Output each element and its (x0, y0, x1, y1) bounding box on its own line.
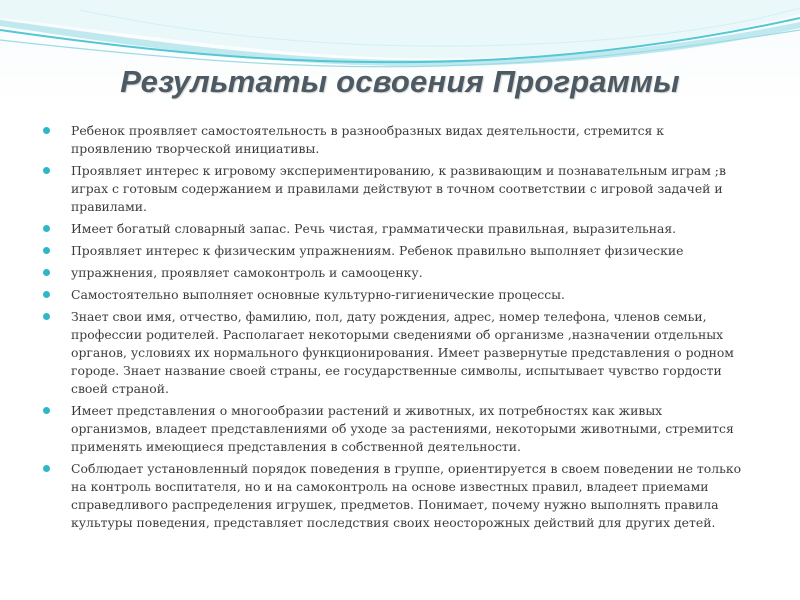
list-item-text: Самостоятельно выполняет основные культурно-гигиенические процессы. (71, 287, 565, 302)
list-item (42, 220, 742, 238)
list-item (42, 286, 742, 304)
bullet-dot-icon (43, 407, 50, 414)
list-item-text: Имеет богатый словарный запас. Речь чистая, грамматически правильная, выразительная. (71, 221, 677, 236)
bullet-dot-icon (43, 167, 50, 174)
wave-band-light (0, 0, 800, 58)
list-item-text: Имеет представления о многообразии растений и животных, их потребностях как живых организмов, владеет представлениями об уходе за растениями, некоторыми животными, стремится применять имеющиеся представления в собственной деятельности. (71, 403, 734, 454)
bullet-dot-icon (43, 225, 50, 232)
slide-title: Результаты освоения Программы (120, 64, 680, 99)
list-item-text: Проявляет интерес к игровому экспериментированию, к развивающим и познавательным играм ;в играх с готовым содержанием и правилами действуют в точном соответствии с игровой задачей и правилами. (71, 163, 726, 214)
list-item (42, 308, 742, 398)
list-item (42, 264, 742, 282)
list-item (42, 460, 742, 532)
list-item-text: Проявляет интерес к физическим упражнениям. Ребенок правильно выполняет физические (71, 243, 684, 258)
bullet-dot-icon (43, 465, 50, 472)
bullet-dot-icon (43, 313, 50, 320)
list-item-text: Знает свои имя, отчество, фамилию, пол, дату рождения, адрес, номер телефона, членов семьи, профессии родителей. Располагает некоторыми сведениями об организме ,назначении отдельных органов, условиях их нормального функционирования. Имеет развернутые представления о родном городе. Знает название своей страны, ее государственные символы, испытывает чувство гордости своей страной. (71, 309, 734, 396)
list-item (42, 402, 742, 456)
bullet-list (42, 122, 742, 536)
list-item (42, 122, 742, 158)
bullet-dot-icon (43, 127, 50, 134)
list-item (42, 162, 742, 216)
list-item-text: Соблюдает установленный порядок поведения в группе, ориентируется в своем поведении не только на контроль воспитателя, но и на самоконтроль на основе известных правил, владеет приемами справедливого распределения игрушек, предметов. Понимает, почему нужно выполнять правила культуры поведения, представляет последствия своих неосторожных действий для других детей. (71, 461, 742, 530)
list-item-text: Ребенок проявляет самостоятельность в разнообразных видах деятельности, стремится к проявлению творческой инициативы. (71, 123, 665, 156)
bullet-dot-icon (43, 269, 50, 276)
bullet-dot-icon (43, 291, 50, 298)
list-item (42, 242, 742, 260)
bullet-dot-icon (43, 247, 50, 254)
list-item-text: упражнения, проявляет самоконтроль и самооценку. (71, 265, 423, 280)
